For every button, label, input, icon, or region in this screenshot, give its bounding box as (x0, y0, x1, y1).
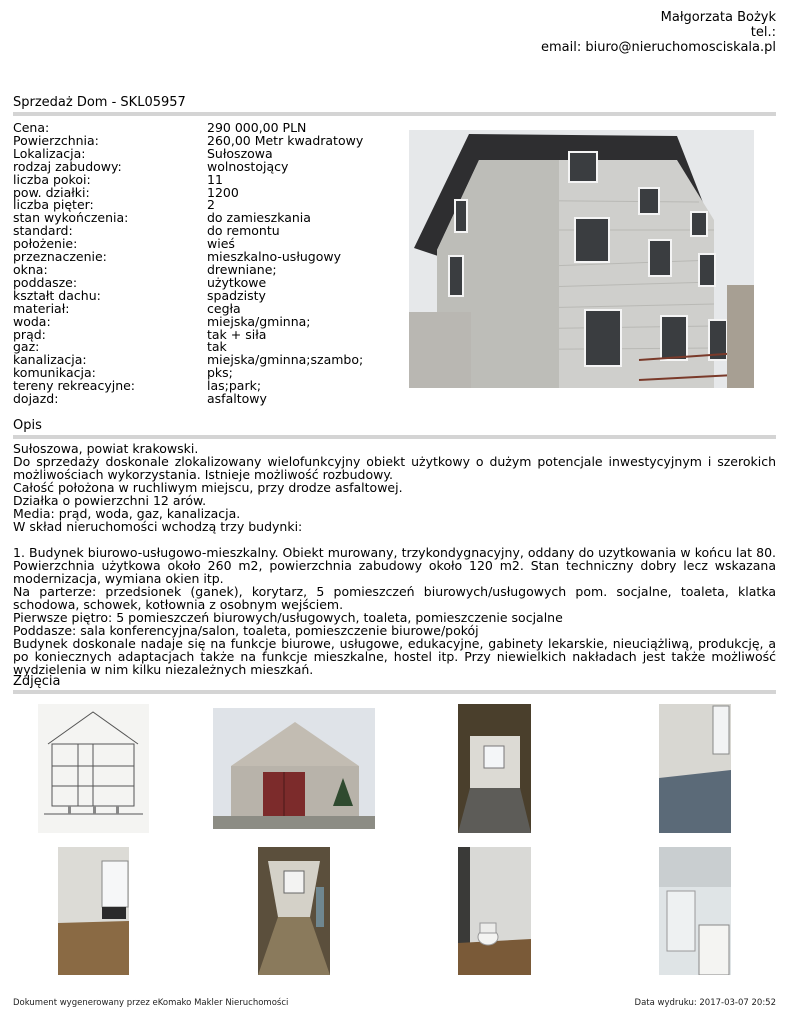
agent-contact (541, 10, 776, 55)
detail-label: tereny rekreacyjne: (13, 378, 136, 394)
detail-label: przeznaczenie: (13, 249, 107, 265)
detail-label: Powierzchnia: (13, 132, 99, 148)
detail-value: tak (207, 339, 227, 355)
detail-label: Cena: (13, 120, 50, 135)
description-paragraph: Budynek doskonale nadaje się na funkcje biurowe, usługowe, edukacyjne, gabinety lekarskie, nieuciążliwą, produkcję, a po koniecznych adaptacjach także na funkcje mieszkalne, hostel itp. Przy niewielkich nakładach jest także możliwość wydzielenia w nim kilku niezależnych mieszkań. (13, 636, 776, 677)
detail-value: las;park; (207, 378, 262, 394)
detail-value: do zamieszkania (207, 210, 311, 226)
detail-label: standard: (13, 223, 73, 239)
property-details (13, 122, 403, 406)
detail-label: liczba pięter: (13, 197, 94, 213)
detail-value: miejska/gminna; (207, 313, 311, 329)
detail-label: okna: (13, 261, 48, 277)
detail-value: 1200 (207, 184, 239, 200)
detail-value: 11 (207, 171, 223, 187)
detail-label: liczba pokoi: (13, 171, 91, 187)
detail-value: 260,00 Metr kwadratowy (207, 132, 364, 148)
description (13, 442, 776, 676)
detail-value: drewniane; (207, 261, 277, 277)
detail-label: kanalizacja: (13, 352, 87, 368)
detail-label: pow. działki: (13, 184, 90, 200)
detail-label: komunikacja: (13, 365, 96, 381)
main-house-photo[interactable] (409, 130, 754, 388)
detail-label: stan wykończenia: (13, 210, 129, 226)
photo-outbuilding[interactable] (213, 708, 375, 829)
description-paragraph: Pierwsze piętro: 5 pomieszczeń biurowych/usługowych, toaleta, pomieszczenie socjalne (13, 610, 563, 625)
description-paragraph: 1. Budynek biurowo-usługowo-mieszkalny. Obiekt murowany, trzykondygnacyjny, oddany do uzytkowania w końcu lat 80. Powierzchnia użytkowa około 260 m2, powierzchnia zabudowy około 120 m2. Stan techniczny dobry lecz wskazana modernizacja, wymiana okien itp. (13, 545, 776, 586)
detail-value: Sułoszowa (207, 145, 273, 161)
detail-label: prąd: (13, 326, 46, 342)
footer-print-date: Data wydruku: 2017-03-07 20:52 (634, 998, 776, 1008)
title-divider (13, 112, 776, 116)
agent-name: Małgorzata Bożyk (660, 10, 776, 25)
detail-value: użytkowe (207, 274, 267, 290)
detail-label: Lokalizacja: (13, 145, 86, 161)
detail-value: 2 (207, 197, 215, 213)
detail-value: asfaltowy (207, 391, 267, 407)
photos-divider (13, 690, 776, 694)
detail-value: mieszkalno-usługowy (207, 249, 341, 265)
detail-value: 290 000,00 PLN (207, 120, 307, 135)
detail-row (13, 393, 403, 406)
description-paragraph: Sułoszowa, powiat krakowski. (13, 441, 199, 456)
detail-label: rodzaj zabudowy: (13, 158, 122, 174)
description-paragraph: Na parterze: przedsionek (ganek), korytarz, 5 pomieszczeń biurowych/usługowych pom. socjalne, toaleta, klatka schodowa, schowek, kotłownia z osobnym wejściem. (13, 584, 776, 612)
photo-bathroom-2[interactable] (659, 847, 731, 975)
agent-email: email: biuro@nieruchomosciskala.pl (540, 40, 776, 55)
photo-interior-1[interactable] (458, 704, 531, 833)
detail-label: dojazd: (13, 391, 59, 407)
detail-value: spadzisty (207, 287, 266, 303)
detail-value: pks; (207, 365, 233, 381)
description-paragraph: Media: prąd, woda, gaz, kanalizacja. (13, 506, 241, 521)
photo-floor-plan[interactable] (38, 704, 149, 833)
description-paragraph: Działka o powierzchni 12 arów. (13, 493, 207, 508)
detail-value: tak + siła (207, 326, 267, 342)
detail-label: poddasze: (13, 274, 78, 290)
detail-label: gaz: (13, 339, 40, 355)
detail-label: materiał: (13, 300, 70, 316)
photo-interior-3[interactable] (58, 847, 129, 975)
detail-label: położenie: (13, 236, 78, 252)
photos-heading: Zdjęcia (13, 674, 61, 689)
photo-interior-2[interactable] (659, 704, 731, 833)
detail-value: do remontu (207, 223, 280, 239)
photo-corridor[interactable] (258, 847, 330, 975)
description-paragraph: Poddasze: sala konferencyjna/salon, toaleta, pomieszczenie biurowe/pokój (13, 623, 479, 638)
detail-label: kształt dachu: (13, 287, 101, 303)
detail-value: cegła (207, 300, 241, 316)
description-heading: Opis (13, 418, 42, 433)
description-paragraph: Do sprzedaży doskonale zlokalizowany wielofunkcyjny obiekt użytkowy o dużym potencjale inwestycyjnym i szerokich możliwościach wykorzystania. Istnieje możliwość rozbudowy. (13, 454, 776, 482)
detail-label: woda: (13, 313, 51, 329)
detail-value: wieś (207, 236, 235, 252)
detail-value: miejska/gminna;szambo; (207, 352, 364, 368)
footer-generator: Dokument wygenerowany przez eKomako Makler Nieruchomości (13, 998, 289, 1008)
listing-title: Sprzedaż Dom - SKL05957 (13, 95, 186, 110)
photo-bathroom[interactable] (458, 847, 531, 975)
description-paragraph: Całość położona w ruchliwym miejscu, przy drodze asfaltowej. (13, 480, 403, 495)
detail-value: wolnostojący (207, 158, 289, 174)
agent-tel: tel.: (750, 25, 776, 40)
description-divider (13, 435, 776, 439)
description-paragraph: W skład nieruchomości wchodzą trzy budynki: (13, 519, 303, 534)
